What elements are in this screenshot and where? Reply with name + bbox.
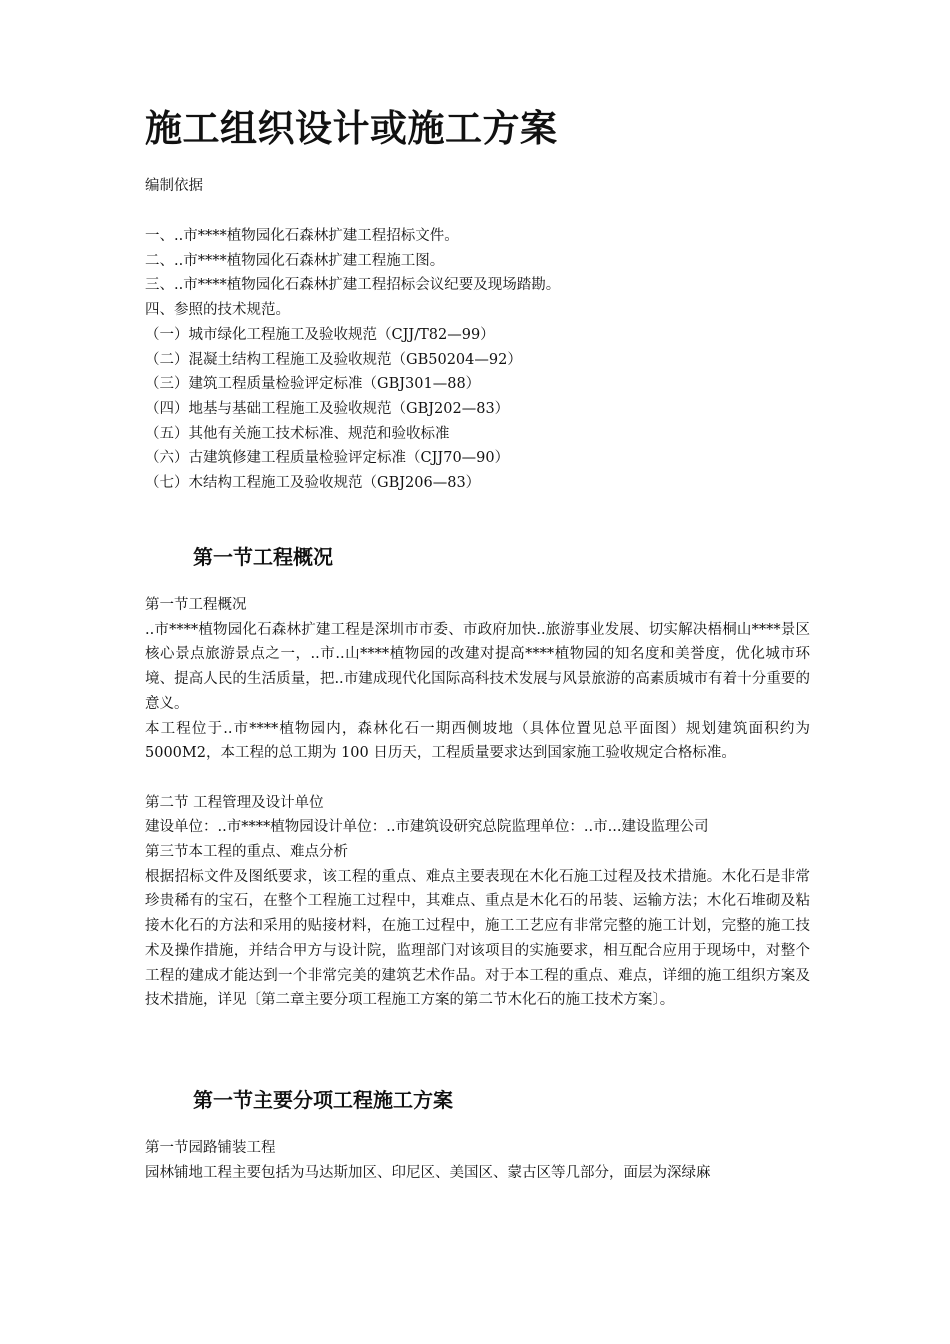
subsection-heading: 第三节本工程的重点、难点分析 xyxy=(145,844,348,860)
section-heading-construction-plan: 第一节主要分项工程施工方案 xyxy=(193,1088,453,1112)
basis-item: 四、参照的技术规范。 xyxy=(145,302,290,319)
paragraph-key-points: 根据招标文件及图纸要求，该工程的重点、难点主要表现在木化石施工过程及技术措施。木化石是非常珍贵稀有的宝石，在整个工程施工过程中，其难点、重点是木化石的吊装、运输方法；木化石堆砌及粘接木化石的方法和采用的贴接材料，在施工过程中，施工工艺应有非常完整的施工计划，完整的施工技术及操作措施，并结合甲方与设计院，监理部门对该项目的实施要求，相互配合应用于现场中，对整个工程的建成才能达到一个非常完美的建筑艺术作品。对于本工程的重点、难点，详细的施工组织方案及技术措施，详见〔第二章主要分项工程施工方案的第二节木化石的施工技术方案〕。 xyxy=(145,868,810,1009)
basis-item: （二）混凝土结构工程施工及验收规范（GB50204—92） xyxy=(145,351,522,368)
basis-item: （五）其他有关施工技术标准、规范和验收标准 xyxy=(145,425,450,442)
basis-item: （一）城市绿化工程施工及验收规范（CJJ/T82—99） xyxy=(145,326,495,343)
document-title: 施工组织设计或施工方案 xyxy=(145,106,558,150)
paragraph-paving: 园林铺地工程主要包括为马达斯加区、印尼区、美国区、蒙古区等几部分，面层为深绿麻 xyxy=(145,1164,711,1181)
section-heading-overview: 第一节工程概况 xyxy=(193,545,333,569)
basis-item: 三、..市****植物园化石森林扩建工程招标会议纪要及现场踏勘。 xyxy=(145,277,561,294)
basis-item: （三）建筑工程质量检验评定标准（GBJ301—88） xyxy=(145,376,481,393)
basis-heading: 编制依据 xyxy=(145,178,203,194)
basis-item: （六）古建筑修建工程质量检验评定标准（CJJ70—90） xyxy=(145,450,510,467)
basis-item: （七）木结构工程施工及验收规范（GBJ206—83） xyxy=(145,475,481,491)
paragraph-units: 建设单位：..市****植物园设计单位：..市建筑设研究总院监理单位：..市...建设监理公司 xyxy=(145,819,709,836)
subsection-heading: 第一节园路铺装工程 xyxy=(145,1140,276,1156)
basis-item: 一、..市****植物园化石森林扩建工程招标文件。 xyxy=(145,228,459,244)
paragraph-overview: ..市****植物园化石森林扩建工程是深圳市市委、市政府加快..旅游事业发展、切实解决梧桐山****景区核心景点旅游景点之一，..市..山****植物园的改建对提高****植物园的知名度和美誉度，优化城市环境、提高人民的生活质量，把..市建成现代化国际高科技术发展与风景旅游的高素质城市有着十分重要的意义。 xyxy=(145,621,810,712)
subsection-heading: 第二节 工程管理及设计单位 xyxy=(145,794,324,811)
basis-item: （四）地基与基础工程施工及验收规范（GBJ202—83） xyxy=(145,400,510,417)
basis-item: 二、..市****植物园化石森林扩建工程施工图。 xyxy=(145,252,445,269)
subsection-heading: 第一节工程概况 xyxy=(145,597,247,613)
paragraph-location: 本工程位于..市****植物园内，森林化石一期西侧坡地（具体位置见总平面图）规划建筑面积约为 5000M2，本工程的总工期为 100 日历天，工程质量要求达到国家施工验收规定合格标准。 xyxy=(145,720,810,762)
